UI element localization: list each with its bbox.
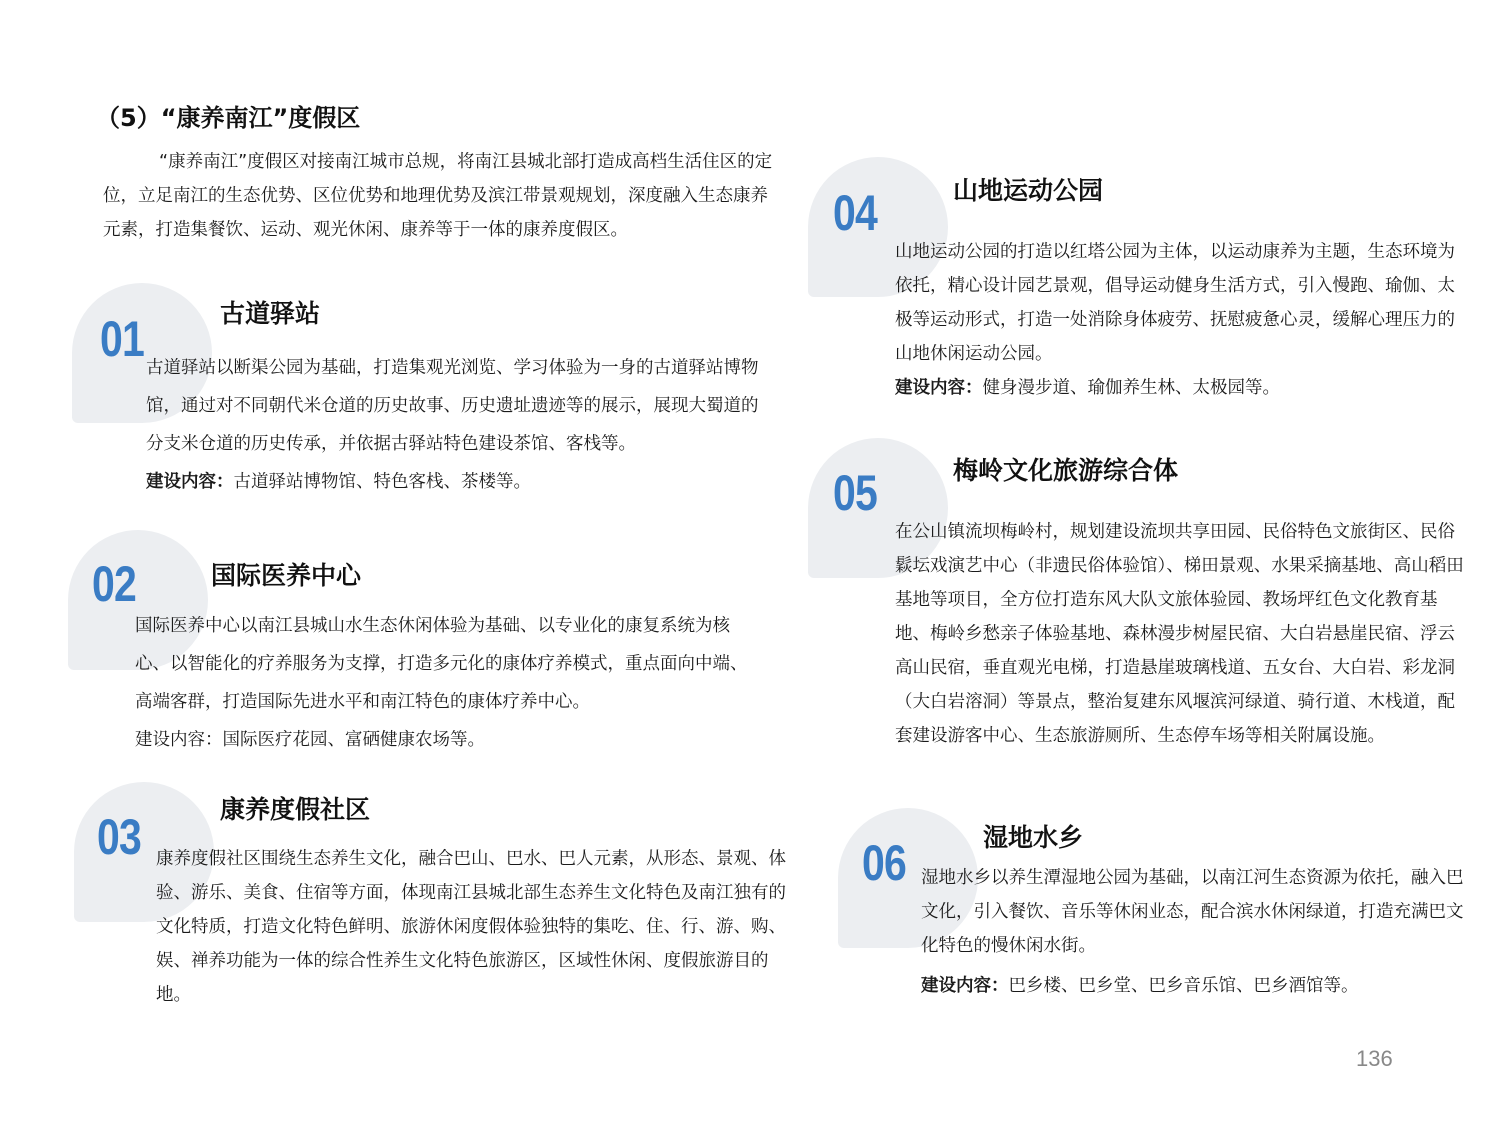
section-05-body <box>895 515 1470 753</box>
section-01-text: 古道驿站以断渠公园为基础，打造集观光浏览、学习体验为一身的古道驿站博物馆，通过对不同朝代米仓道的历史故事、历史遗址遗迹等的展示，展现大蜀道的分支米仓道的历史传承，并依据古驿站特色建设茶馆、客栈等。 <box>146 358 759 454</box>
section-04-text: 山地运动公园的打造以红塔公园为主体，以运动康养为主题，生态环境为依托，精心设计园艺景观，倡导运动健身生活方式，引入慢跑、瑜伽、太极等运动形式，打造一处消除身体疲劳、抚慰疲惫心灵，缓解心理压力的山地休闲运动公园。 <box>895 242 1455 364</box>
intro-paragraph: “康养南江”度假区对接南江城市总规，将南江县城北部打造成高档生活住区的定位，立足南江的生态优势、区位优势和地理优势及滨江带景观规划，深度融入生态康养元素，打造集餐饮、运动、观光休闲、康养等于一体的康养度假区。 <box>103 152 773 240</box>
section-06-construction <box>921 969 1476 1003</box>
construction-value: 古道驿站博物馆、特色客栈、茶楼等。 <box>233 472 531 492</box>
construction-value: 国际医疗花园、富硒健康农场等。 <box>222 730 485 750</box>
section-04-construction <box>895 371 1455 405</box>
section-04-body <box>895 235 1455 405</box>
section-02-number: 02 <box>92 556 136 612</box>
section-03-text: 康养度假社区围绕生态养生文化，融合巴山、巴水、巴人元素，从形态、景观、体验、游乐、美食、住宿等方面，体现南江县城北部生态养生文化特色及南江独有的文化特质，打造文化特色鲜明、旅游休闲度假体验独特的集吃、住、行、游、购、娱、禅养功能为一体的综合性养生文化特色旅游区，区域性休闲、度假旅游目的地。 <box>156 849 786 1005</box>
page-number: 136 <box>1356 1046 1393 1071</box>
section-01-number: 01 <box>100 311 144 367</box>
section-05-number: 05 <box>833 465 877 521</box>
section-06-body <box>921 861 1476 1003</box>
construction-label: 建设内容： <box>146 472 234 492</box>
section-03-body <box>156 842 786 1012</box>
section-01-construction <box>146 463 774 501</box>
section-05-title: 梅岭文化旅游综合体 <box>953 456 1179 485</box>
construction-label: 建设内容： <box>921 976 1009 996</box>
section-04-title: 山地运动公园 <box>953 176 1104 205</box>
section-02-body <box>135 607 755 759</box>
section-05-text: 在公山镇流坝梅岭村，规划建设流坝共享田园、民俗特色文旅街区、民俗鬏坛戏演艺中心（非遗民俗体验馆）、梯田景观、水果采摘基地、高山稻田基地等项目，全方位打造东风大队文旅体验园、教场坪红色文化教育基地、梅岭乡愁亲子体验基地、森林漫步树屋民宿、大白岩悬崖民宿、浮云高山民宿，垂直观光电梯，打造悬崖玻璃栈道、五女台、大白岩、彩龙洞（大白岩溶洞）等景点，整治复建东风堰滨河绿道、骑行道、木栈道，配套建设游客中心、生态旅游厕所、生态停车场等相关附属设施。 <box>895 522 1464 746</box>
section-03-title: 康养度假社区 <box>220 795 371 824</box>
section-06-title: 湿地水乡 <box>983 823 1084 852</box>
section-01-title: 古道驿站 <box>220 299 321 328</box>
construction-label: 建设内容： <box>895 378 983 398</box>
section-03-number: 03 <box>97 809 141 865</box>
construction-label: 建设内容： <box>135 730 223 750</box>
section-02-text: 国际医养中心以南江县城山水生态休闲体验为基础、以专业化的康复系统为核心、以智能化的疗养服务为支撑，打造多元化的康体疗养模式，重点面向中端、高端客群，打造国际先进水平和南江特色的康体疗养中心。 <box>135 616 748 712</box>
section-01-body <box>146 349 774 501</box>
section-06-number: 06 <box>862 835 906 891</box>
construction-value: 巴乡楼、巴乡堂、巴乡音乐馆、巴乡酒馆等。 <box>1008 976 1359 996</box>
section-02-construction <box>135 721 755 759</box>
page-heading: （5）“康养南江”度假区 <box>96 104 361 132</box>
section-06-text: 湿地水乡以养生潭湿地公园为基础，以南江河生态资源为依托，融入巴文化，引入餐饮、音乐等休闲业态，配合滨水休闲绿道，打造充满巴文化特色的慢休闲水街。 <box>921 868 1464 956</box>
construction-value: 健身漫步道、瑜伽养生林、太极园等。 <box>982 378 1280 398</box>
section-04-number: 04 <box>833 185 877 241</box>
section-02-title: 国际医养中心 <box>211 561 362 590</box>
